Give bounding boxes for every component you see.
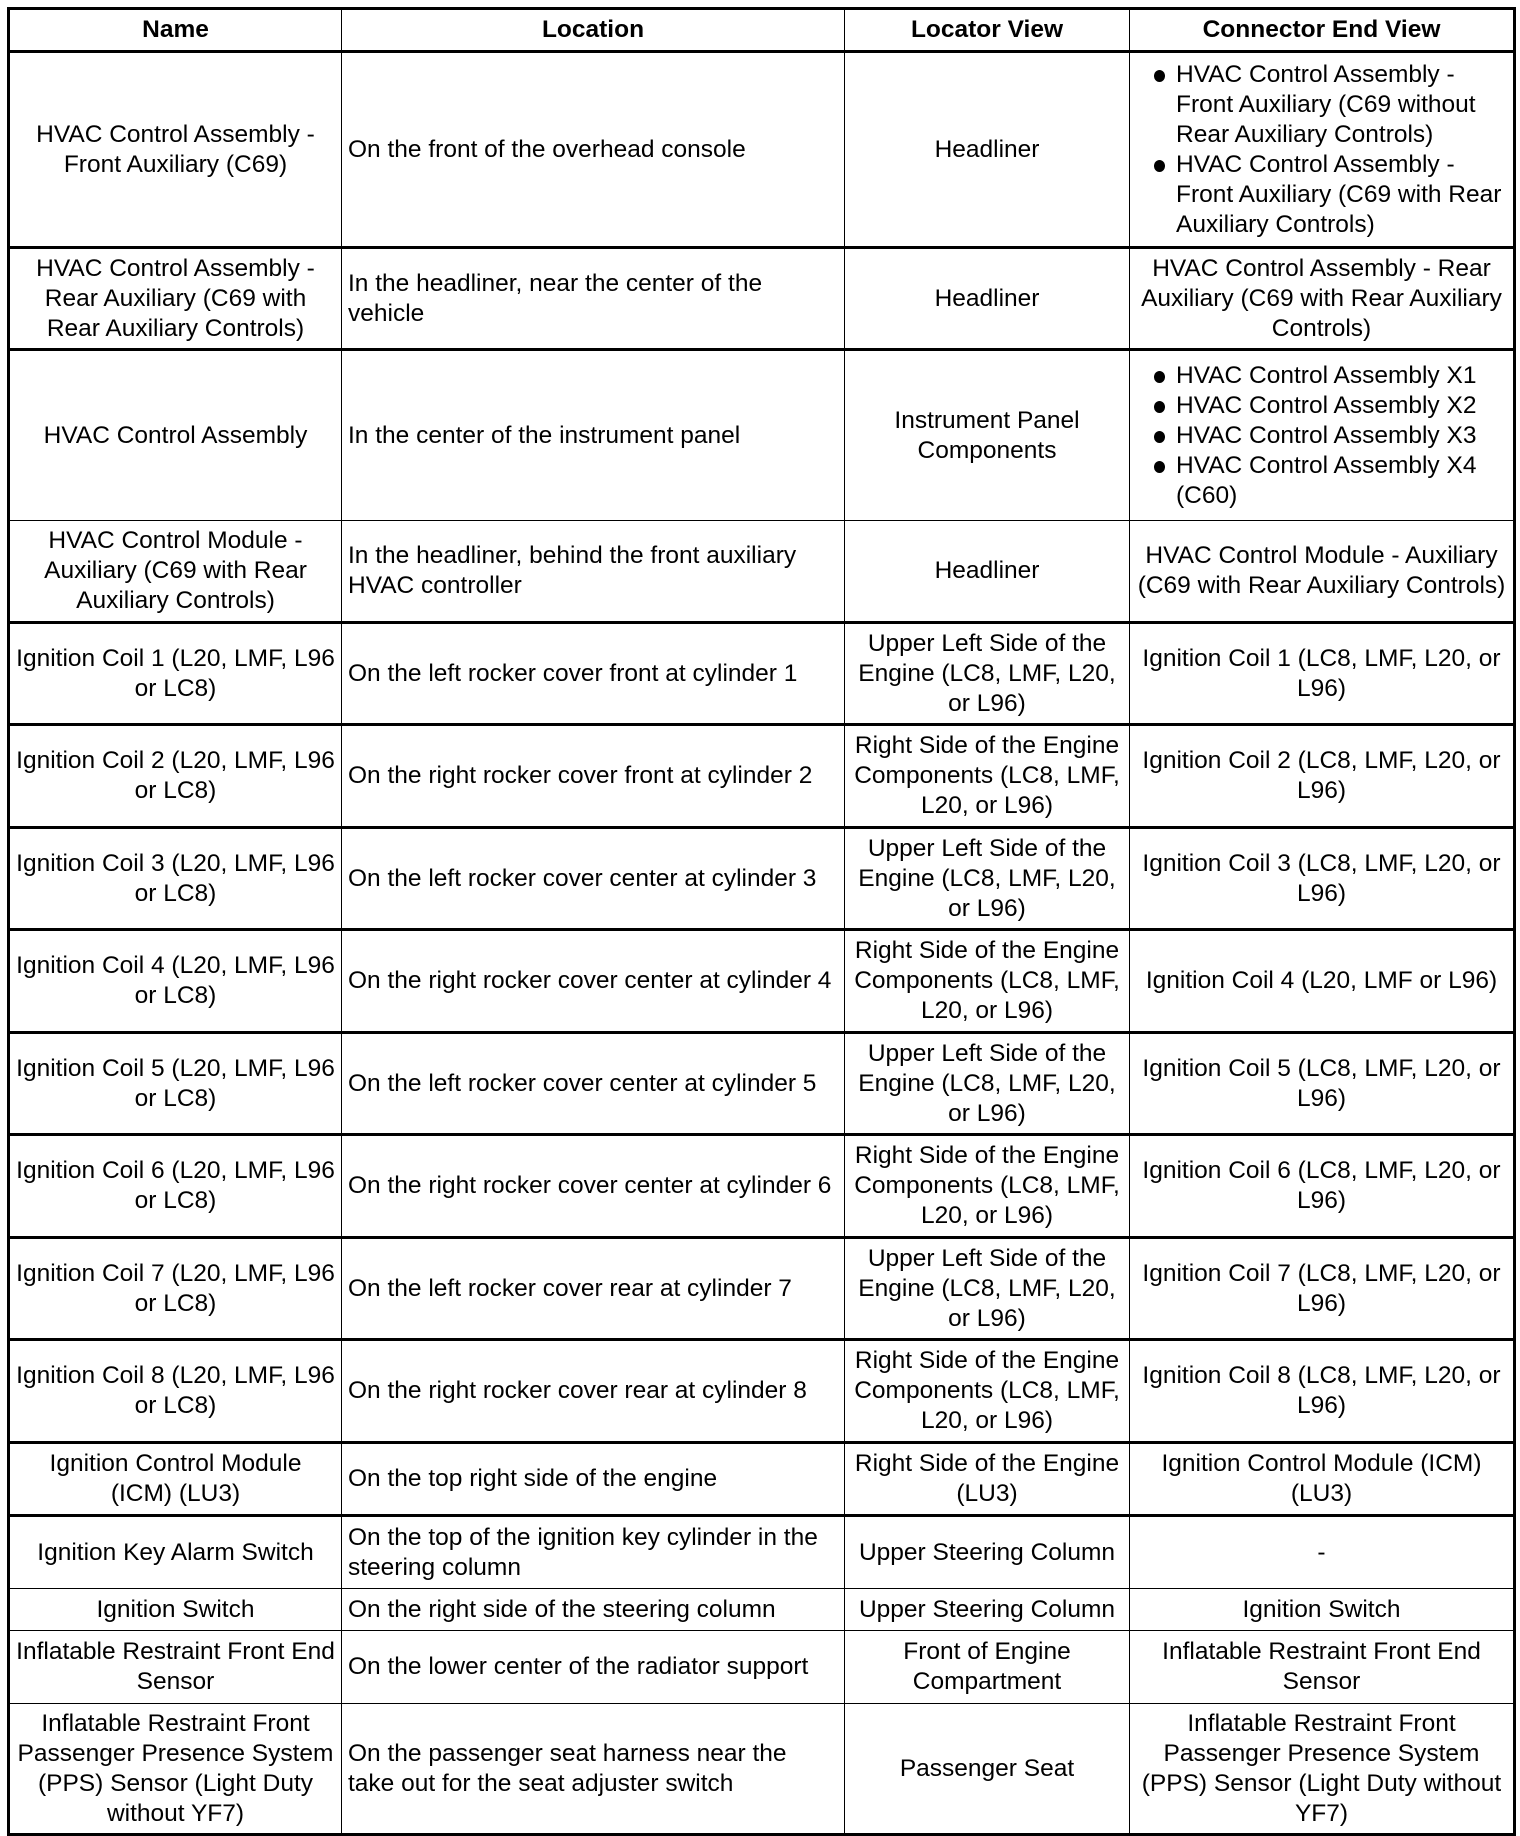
cell-location: On the lower center of the radiator support <box>342 1631 845 1704</box>
connector-list-item: HVAC Control Assembly X1 <box>1136 361 1507 391</box>
cell-locator-view: Headliner <box>845 521 1130 623</box>
connector-list-item: HVAC Control Assembly X3 <box>1136 421 1507 451</box>
table-row <box>9 350 1515 521</box>
table-row <box>9 1589 1515 1631</box>
cell-locator-view: Front of Engine Compartment <box>845 1631 1130 1704</box>
cell-connector-end-view: Ignition Coil 1 (LC8, LMF, L20, or L96) <box>1130 623 1515 725</box>
cell-name: Ignition Coil 1 (L20, LMF, L96 or LC8) <box>9 623 342 725</box>
cell-connector-end-view: Ignition Coil 2 (LC8, LMF, L20, or L96) <box>1130 725 1515 828</box>
cell-locator-view: Upper Left Side of the Engine (LC8, LMF, L20, or L96) <box>845 1238 1130 1340</box>
cell-connector-end-view: HVAC Control Assembly - Rear Auxiliary (C69 with Rear Auxiliary Controls) <box>1130 248 1515 350</box>
cell-location: On the passenger seat harness near the take out for the seat adjuster switch <box>342 1704 845 1835</box>
connector-list-item: HVAC Control Assembly - Front Auxiliary (C69 without Rear Auxiliary Controls) <box>1136 60 1507 150</box>
cell-locator-view: Upper Steering Column <box>845 1589 1130 1631</box>
header-name: Name <box>9 9 342 52</box>
cell-locator-view: Right Side of the Engine (LU3) <box>845 1443 1130 1516</box>
cell-connector-end-view: Ignition Coil 5 (LC8, LMF, L20, or L96) <box>1130 1033 1515 1135</box>
table-row <box>9 248 1515 350</box>
cell-name: Ignition Coil 4 (L20, LMF, L96 or LC8) <box>9 930 342 1033</box>
cell-name: Inflatable Restraint Front End Sensor <box>9 1631 342 1704</box>
table-row <box>9 828 1515 930</box>
cell-locator-view: Right Side of the Engine Components (LC8, LMF, L20, or L96) <box>845 1135 1130 1238</box>
cell-name: Ignition Key Alarm Switch <box>9 1516 342 1589</box>
table-row <box>9 930 1515 1033</box>
table-row <box>9 1704 1515 1835</box>
cell-name: HVAC Control Assembly <box>9 350 342 521</box>
table-row <box>9 725 1515 828</box>
table-row <box>9 1631 1515 1704</box>
table-row <box>9 623 1515 725</box>
cell-locator-view: Right Side of the Engine Components (LC8, LMF, L20, or L96) <box>845 725 1130 828</box>
cell-location: On the right side of the steering column <box>342 1589 845 1631</box>
cell-name: Ignition Coil 2 (L20, LMF, L96 or LC8) <box>9 725 342 828</box>
table-row <box>9 1443 1515 1516</box>
cell-name: Ignition Coil 8 (L20, LMF, L96 or LC8) <box>9 1340 342 1443</box>
table-row <box>9 1033 1515 1135</box>
cell-locator-view: Instrument Panel Components <box>845 350 1130 521</box>
cell-locator-view: Right Side of the Engine Components (LC8, LMF, L20, or L96) <box>845 1340 1130 1443</box>
connector-list <box>1136 60 1507 240</box>
cell-name: Inflatable Restraint Front Passenger Presence System (PPS) Sensor (Light Duty without YF7) <box>9 1704 342 1835</box>
table-row <box>9 1340 1515 1443</box>
cell-location: On the left rocker cover center at cylinder 3 <box>342 828 845 930</box>
cell-location: On the left rocker cover center at cylinder 5 <box>342 1033 845 1135</box>
cell-location: On the right rocker cover center at cylinder 6 <box>342 1135 845 1238</box>
cell-locator-view: Right Side of the Engine Components (LC8, LMF, L20, or L96) <box>845 930 1130 1033</box>
cell-locator-view: Upper Left Side of the Engine (LC8, LMF, L20, or L96) <box>845 623 1130 725</box>
cell-connector-end-view: Ignition Coil 8 (LC8, LMF, L20, or L96) <box>1130 1340 1515 1443</box>
table-row <box>9 1516 1515 1589</box>
connector-list-item: HVAC Control Assembly X4 (C60) <box>1136 451 1507 511</box>
header-connector-end-view: Connector End View <box>1130 9 1515 52</box>
cell-name: Ignition Control Module (ICM) (LU3) <box>9 1443 342 1516</box>
cell-connector-end-view: Ignition Coil 4 (L20, LMF or L96) <box>1130 930 1515 1033</box>
connector-list <box>1136 361 1507 511</box>
cell-name: Ignition Switch <box>9 1589 342 1631</box>
cell-connector-end-view: Ignition Control Module (ICM) (LU3) <box>1130 1443 1515 1516</box>
cell-location: On the top of the ignition key cylinder in the steering column <box>342 1516 845 1589</box>
cell-location: On the right rocker cover front at cylinder 2 <box>342 725 845 828</box>
cell-location: On the left rocker cover front at cylinder 1 <box>342 623 845 725</box>
cell-locator-view: Upper Steering Column <box>845 1516 1130 1589</box>
table-row <box>9 521 1515 623</box>
cell-connector-end-view: Ignition Coil 3 (LC8, LMF, L20, or L96) <box>1130 828 1515 930</box>
cell-locator-view: Upper Left Side of the Engine (LC8, LMF, L20, or L96) <box>845 1033 1130 1135</box>
cell-name: HVAC Control Module - Auxiliary (C69 with Rear Auxiliary Controls) <box>9 521 342 623</box>
connector-list-item: HVAC Control Assembly - Front Auxiliary (C69 with Rear Auxiliary Controls) <box>1136 150 1507 240</box>
component-locator-table <box>7 7 1516 1836</box>
cell-connector-end-view: Inflatable Restraint Front Passenger Presence System (PPS) Sensor (Light Duty without YF7) <box>1130 1704 1515 1835</box>
cell-connector-end-view: Ignition Coil 7 (LC8, LMF, L20, or L96) <box>1130 1238 1515 1340</box>
table-row <box>9 1238 1515 1340</box>
cell-name: HVAC Control Assembly - Front Auxiliary (C69) <box>9 52 342 248</box>
cell-connector-end-view <box>1130 350 1515 521</box>
cell-name: Ignition Coil 7 (L20, LMF, L96 or LC8) <box>9 1238 342 1340</box>
cell-connector-end-view: Ignition Coil 6 (LC8, LMF, L20, or L96) <box>1130 1135 1515 1238</box>
cell-locator-view: Headliner <box>845 248 1130 350</box>
table-body <box>9 52 1515 1835</box>
cell-location: In the headliner, behind the front auxiliary HVAC controller <box>342 521 845 623</box>
connector-list-item: HVAC Control Assembly X2 <box>1136 391 1507 421</box>
cell-location: On the top right side of the engine <box>342 1443 845 1516</box>
header-locator-view: Locator View <box>845 9 1130 52</box>
cell-location: On the left rocker cover rear at cylinder 7 <box>342 1238 845 1340</box>
cell-location: On the front of the overhead console <box>342 52 845 248</box>
cell-connector-end-view: - <box>1130 1516 1515 1589</box>
cell-name: Ignition Coil 3 (L20, LMF, L96 or LC8) <box>9 828 342 930</box>
cell-location: On the right rocker cover center at cylinder 4 <box>342 930 845 1033</box>
header-row <box>9 9 1515 52</box>
cell-name: HVAC Control Assembly - Rear Auxiliary (C69 with Rear Auxiliary Controls) <box>9 248 342 350</box>
cell-locator-view: Upper Left Side of the Engine (LC8, LMF, L20, or L96) <box>845 828 1130 930</box>
cell-connector-end-view: HVAC Control Module - Auxiliary (C69 with Rear Auxiliary Controls) <box>1130 521 1515 623</box>
cell-location: In the center of the instrument panel <box>342 350 845 521</box>
cell-locator-view: Headliner <box>845 52 1130 248</box>
table-row <box>9 52 1515 248</box>
cell-location: On the right rocker cover rear at cylinder 8 <box>342 1340 845 1443</box>
cell-connector-end-view: Ignition Switch <box>1130 1589 1515 1631</box>
cell-name: Ignition Coil 6 (L20, LMF, L96 or LC8) <box>9 1135 342 1238</box>
cell-locator-view: Passenger Seat <box>845 1704 1130 1835</box>
cell-location: In the headliner, near the center of the vehicle <box>342 248 845 350</box>
cell-connector-end-view <box>1130 52 1515 248</box>
cell-name: Ignition Coil 5 (L20, LMF, L96 or LC8) <box>9 1033 342 1135</box>
table-row <box>9 1135 1515 1238</box>
header-location: Location <box>342 9 845 52</box>
cell-connector-end-view: Inflatable Restraint Front End Sensor <box>1130 1631 1515 1704</box>
